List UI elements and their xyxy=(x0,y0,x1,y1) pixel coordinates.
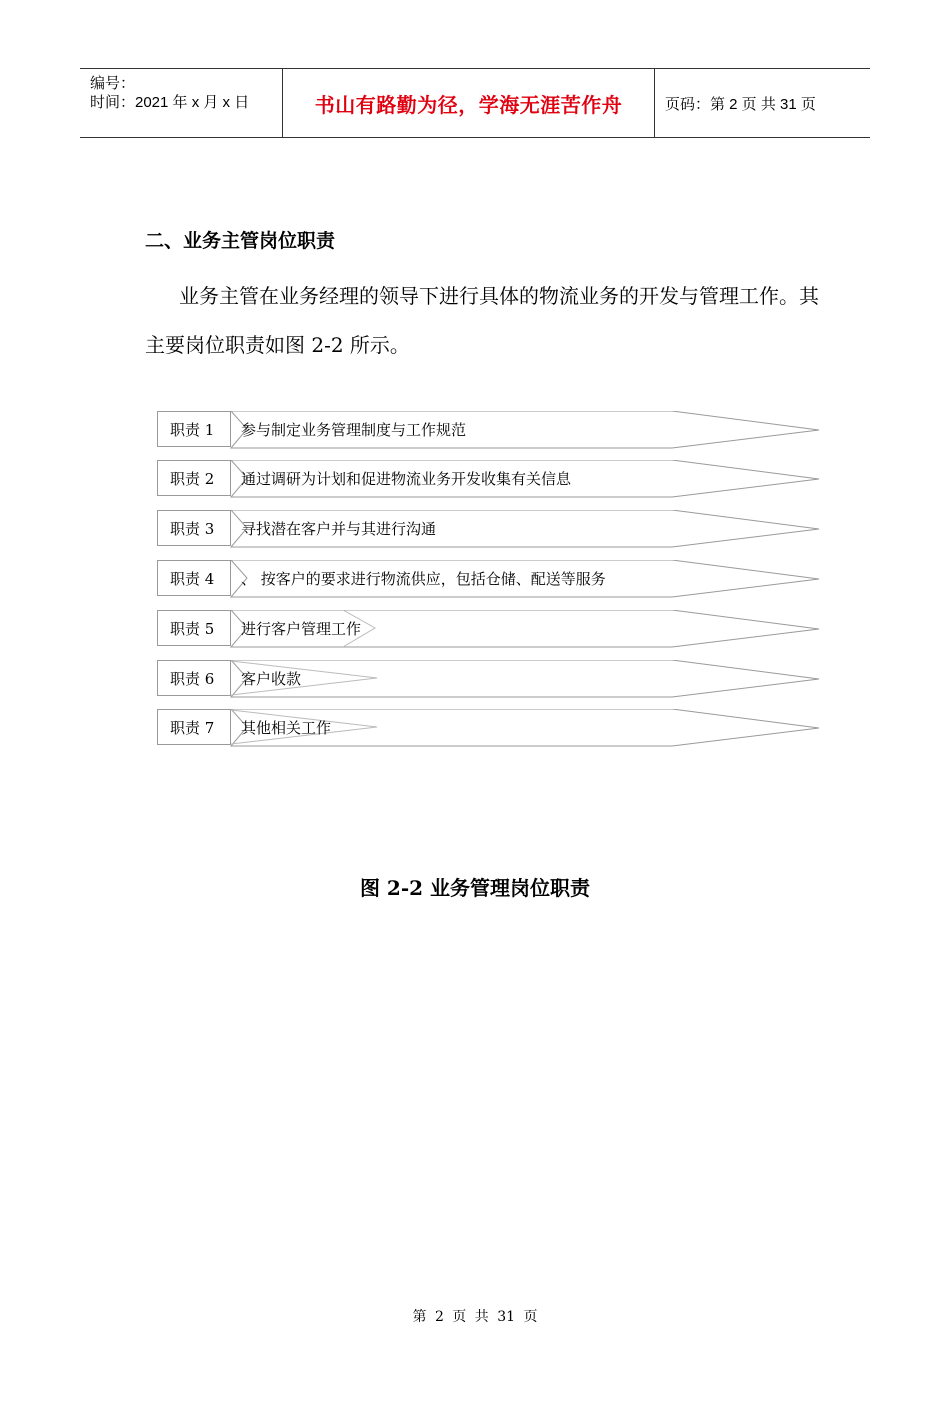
duty-row xyxy=(157,610,822,650)
section-title: 二、业务主管岗位职责 xyxy=(145,230,336,252)
duty-row xyxy=(157,660,822,700)
document-date-label: 时间：2021 年 x 月 x 日 xyxy=(90,94,250,111)
duty-row xyxy=(157,460,822,500)
duty-label: 职责 5 xyxy=(157,610,231,646)
duty-text: 通过调研为计划和促进物流业务开发收集有关信息 xyxy=(241,469,572,488)
duty-text: 寻找潜在客户并与其进行沟通 xyxy=(241,519,437,538)
header-meta-cell xyxy=(80,69,282,137)
duty-text: 参与制定业务管理制度与工作规范 xyxy=(241,420,467,439)
duty-label: 职责 1 xyxy=(157,411,231,447)
duty-label: 职责 6 xyxy=(157,660,231,696)
duty-text: 、 按客户的要求进行物流供应，包括仓储、配送等服务 xyxy=(241,569,606,588)
duty-row xyxy=(157,709,822,749)
duty-row xyxy=(157,510,822,550)
header-motto-cell xyxy=(282,69,655,137)
duty-label: 职责 7 xyxy=(157,709,231,745)
duty-text: 其他相关工作 xyxy=(241,718,332,737)
header-page-number: 页码：第 2 页 共 31 页 xyxy=(665,95,816,113)
document-header xyxy=(80,68,870,138)
section-paragraph: 业务主管在业务经理的领导下进行具体的物流业务的开发与管理工作。其主要岗位职责如图 2-2 所示。 xyxy=(145,284,819,357)
duty-row xyxy=(157,411,822,451)
document-number-label: 编号： xyxy=(90,75,136,92)
duty-label: 职责 3 xyxy=(157,510,231,546)
duty-label: 职责 4 xyxy=(157,560,231,596)
duty-row xyxy=(157,560,822,600)
duty-text: 客户收款 xyxy=(241,669,302,688)
page-footer: 第 2 页 共 31 页 xyxy=(412,1309,538,1325)
duty-text: 进行客户管理工作 xyxy=(241,619,362,638)
header-page-cell xyxy=(655,69,870,137)
duty-label: 职责 2 xyxy=(157,460,231,496)
header-motto: 书山有路勤为径，学海无涯苦作舟 xyxy=(314,92,623,117)
figure-caption: 图 2-2 业务管理岗位职责 xyxy=(359,876,591,900)
